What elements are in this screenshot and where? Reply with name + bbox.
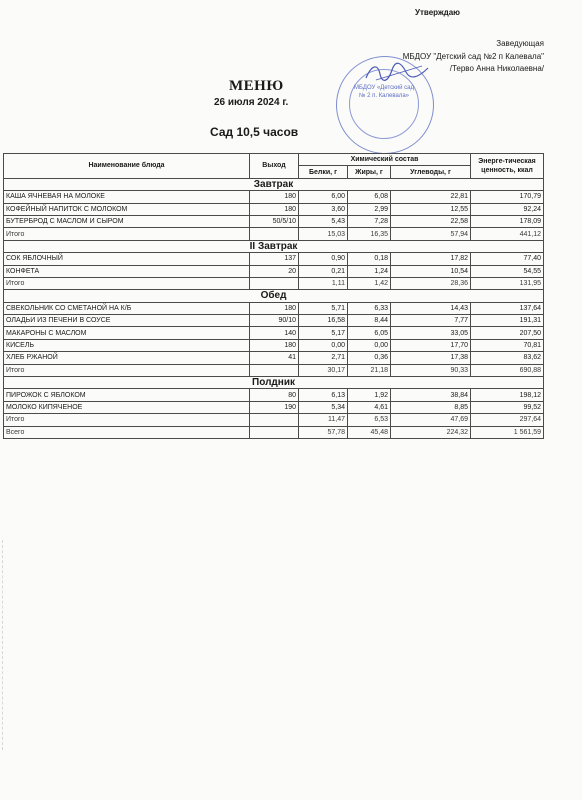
cell-name: ХЛЕБ РЖАНОЙ <box>4 352 250 364</box>
cell-energy: 170,79 <box>471 191 544 203</box>
cell-fat: 1,92 <box>348 389 391 401</box>
cell-protein: 5,43 <box>299 215 348 227</box>
cell-protein: 6,00 <box>299 191 348 203</box>
total-row <box>4 414 544 426</box>
section-row <box>4 178 544 190</box>
cell-name: ПИРОЖОК С ЯБЛОКОМ <box>4 389 250 401</box>
cell-protein: 5,17 <box>299 327 348 339</box>
cell-yield: 90/10 <box>250 315 299 327</box>
menu-date: 26 июля 2024 г. <box>214 97 289 108</box>
cell-yield: 190 <box>250 401 299 413</box>
cell-fat: 2,99 <box>348 203 391 215</box>
cell-yield: 180 <box>250 339 299 351</box>
cell-energy: 198,12 <box>471 389 544 401</box>
cell-carb: 90,33 <box>391 364 471 376</box>
cell-protein: 2,71 <box>299 352 348 364</box>
institution-name: МБДОУ "Детский сад №2 п Калевала" <box>402 51 544 61</box>
table-row <box>4 315 544 327</box>
table-row <box>4 203 544 215</box>
cell-fat: 0,00 <box>348 339 391 351</box>
cell-fat: 4,61 <box>348 401 391 413</box>
section-title: II Завтрак <box>4 240 544 252</box>
cell-yield <box>250 364 299 376</box>
col-header-yield: Выход <box>250 154 299 179</box>
cell-yield: 41 <box>250 352 299 364</box>
section-title: Полдник <box>4 377 544 389</box>
table-row <box>4 352 544 364</box>
cell-yield: 80 <box>250 389 299 401</box>
head-role: Заведующая <box>496 39 544 48</box>
cell-protein: 11,47 <box>299 414 348 426</box>
table-row <box>4 401 544 413</box>
cell-energy: 131,95 <box>471 277 544 289</box>
cell-fat: 1,24 <box>348 265 391 277</box>
cell-carb: 33,05 <box>391 327 471 339</box>
table-row <box>4 191 544 203</box>
section-row <box>4 240 544 252</box>
cell-name: МАКАРОНЫ С МАСЛОМ <box>4 327 250 339</box>
cell-protein: 15,03 <box>299 228 348 240</box>
cell-name: ОЛАДЬИ ИЗ ПЕЧЕНИ В СОУСЕ <box>4 315 250 327</box>
table-row <box>4 327 544 339</box>
approval-label: Утверждаю <box>415 8 460 17</box>
col-header-name: Наименование блюда <box>4 154 250 179</box>
cell-yield <box>250 277 299 289</box>
cell-fat: 6,05 <box>348 327 391 339</box>
cell-energy: 441,12 <box>471 228 544 240</box>
cell-name: БУТЕРБРОД С МАСЛОМ И СЫРОМ <box>4 215 250 227</box>
cell-fat: 8,44 <box>348 315 391 327</box>
cell-protein: 57,78 <box>299 426 348 438</box>
cell-carb: 57,94 <box>391 228 471 240</box>
cell-yield: 50/5/10 <box>250 215 299 227</box>
cell-energy: 1 561,59 <box>471 426 544 438</box>
cell-energy: 83,62 <box>471 352 544 364</box>
cell-name: Итого <box>4 228 250 240</box>
cell-name: МОЛОКО КИПЯЧЕНОЕ <box>4 401 250 413</box>
cell-carb: 12,55 <box>391 203 471 215</box>
section-row <box>4 377 544 389</box>
cell-yield <box>250 228 299 240</box>
cell-carb: 22,81 <box>391 191 471 203</box>
cell-carb: 38,84 <box>391 389 471 401</box>
total-row <box>4 364 544 376</box>
cell-carb: 22,58 <box>391 215 471 227</box>
menu-table <box>3 153 544 439</box>
cell-fat: 1,42 <box>348 277 391 289</box>
binder-edge <box>2 540 15 750</box>
cell-name: КОНФЕТА <box>4 265 250 277</box>
total-row <box>4 277 544 289</box>
cell-fat: 16,35 <box>348 228 391 240</box>
cell-carb: 224,32 <box>391 426 471 438</box>
cell-fat: 6,33 <box>348 302 391 314</box>
cell-energy: 191,31 <box>471 315 544 327</box>
cell-name: Итого <box>4 364 250 376</box>
cell-fat: 6,08 <box>348 191 391 203</box>
cell-protein: 5,71 <box>299 302 348 314</box>
col-header-chem: Химический состав <box>299 154 471 166</box>
cell-carb: 8,85 <box>391 401 471 413</box>
cell-energy: 77,40 <box>471 253 544 265</box>
cell-protein: 16,58 <box>299 315 348 327</box>
cell-yield: 180 <box>250 203 299 215</box>
cell-name: КИСЕЛЬ <box>4 339 250 351</box>
cell-energy: 54,55 <box>471 265 544 277</box>
table-row <box>4 265 544 277</box>
section-row <box>4 290 544 302</box>
col-header-fat: Жиры, г <box>348 166 391 178</box>
total-row <box>4 228 544 240</box>
head-name: /Терво Анна Николаевна/ <box>449 64 544 73</box>
cell-yield: 137 <box>250 253 299 265</box>
cell-name: КОФЕЙНЫЙ НАПИТОК С МОЛОКОМ <box>4 203 250 215</box>
cell-energy: 92,24 <box>471 203 544 215</box>
cell-energy: 690,88 <box>471 364 544 376</box>
menu-subtitle: Сад 10,5 часов <box>210 125 299 139</box>
cell-carb: 7,77 <box>391 315 471 327</box>
cell-protein: 6,13 <box>299 389 348 401</box>
cell-energy: 99,52 <box>471 401 544 413</box>
cell-fat: 6,53 <box>348 414 391 426</box>
section-title: Завтрак <box>4 178 544 190</box>
cell-name: КАША ЯЧНЕВАЯ НА МОЛОКЕ <box>4 191 250 203</box>
cell-fat: 0,36 <box>348 352 391 364</box>
cell-yield: 20 <box>250 265 299 277</box>
cell-name: Всего <box>4 426 250 438</box>
cell-protein: 0,90 <box>299 253 348 265</box>
cell-protein: 5,34 <box>299 401 348 413</box>
cell-energy: 70,81 <box>471 339 544 351</box>
menu-body <box>4 178 544 438</box>
cell-fat: 21,18 <box>348 364 391 376</box>
cell-fat: 7,28 <box>348 215 391 227</box>
grand-total-row <box>4 426 544 438</box>
cell-energy: 178,09 <box>471 215 544 227</box>
signature-icon <box>362 58 432 86</box>
cell-fat: 45,48 <box>348 426 391 438</box>
page-title: МЕНЮ <box>229 78 284 94</box>
table-row <box>4 389 544 401</box>
cell-protein: 1,11 <box>299 277 348 289</box>
table-row <box>4 253 544 265</box>
cell-carb: 47,69 <box>391 414 471 426</box>
cell-protein: 3,60 <box>299 203 348 215</box>
table-row <box>4 302 544 314</box>
section-title: Обед <box>4 290 544 302</box>
cell-carb: 28,36 <box>391 277 471 289</box>
cell-carb: 17,38 <box>391 352 471 364</box>
stamp-text: МБДОУ «Детский сад № 2 п. Калевала» <box>353 85 415 99</box>
cell-yield <box>250 426 299 438</box>
cell-energy: 207,50 <box>471 327 544 339</box>
cell-carb: 17,82 <box>391 253 471 265</box>
cell-name: Итого <box>4 414 250 426</box>
col-header-carb: Углеводы, г <box>391 166 471 178</box>
col-header-energy: Энерге-тическая ценность, ккал <box>471 154 544 179</box>
cell-carb: 17,70 <box>391 339 471 351</box>
cell-yield <box>250 414 299 426</box>
table-row <box>4 339 544 351</box>
cell-protein: 30,17 <box>299 364 348 376</box>
cell-energy: 137,64 <box>471 302 544 314</box>
table-row <box>4 215 544 227</box>
cell-name: Итого <box>4 277 250 289</box>
cell-yield: 180 <box>250 302 299 314</box>
cell-fat: 0,18 <box>348 253 391 265</box>
cell-carb: 14,43 <box>391 302 471 314</box>
cell-yield: 180 <box>250 191 299 203</box>
cell-protein: 0,21 <box>299 265 348 277</box>
cell-protein: 0,00 <box>299 339 348 351</box>
cell-carb: 10,54 <box>391 265 471 277</box>
cell-name: СВЕКОЛЬНИК СО СМЕТАНОЙ НА К/Б <box>4 302 250 314</box>
cell-yield: 140 <box>250 327 299 339</box>
cell-energy: 297,64 <box>471 414 544 426</box>
cell-name: СОК ЯБЛОЧНЫЙ <box>4 253 250 265</box>
col-header-protein: Белки, г <box>299 166 348 178</box>
